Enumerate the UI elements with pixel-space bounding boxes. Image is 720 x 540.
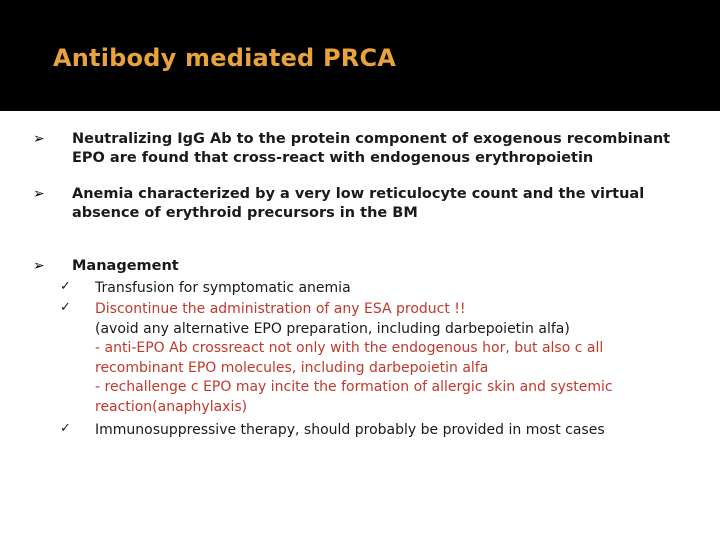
management-item-2-line3: - anti-EPO Ab crossreact not only with the endogenous hor, but also c all recombinant EPO molecules, including darbepoietin alfa bbox=[95, 340, 604, 376]
check-icon: ✓ bbox=[60, 421, 71, 436]
bullet-text-2: Anemia characterized by a very low reticulocyte count and the virtual absence of erythroid precursors in the BM bbox=[72, 186, 645, 221]
arrow-bullet-icon: ➢ bbox=[33, 258, 45, 274]
management-item-2-line4: - rechallenge c EPO may incite the formation of allergic skin and systemic reaction(anaphylaxis) bbox=[95, 379, 613, 415]
management-item-2 bbox=[95, 300, 695, 417]
management-item-2-line1: Discontinue the administration of any ESA product !! bbox=[95, 301, 466, 317]
bullet-text-3: Management bbox=[72, 258, 179, 274]
slide-title: Antibody mediated PRCA bbox=[53, 44, 397, 72]
management-item-1: Transfusion for symptomatic anemia bbox=[95, 280, 351, 296]
bullet-text-1: Neutralizing IgG Ab to the protein component of exogenous recombinant EPO are found that cross-react with endogenous erythropoietin bbox=[72, 131, 671, 166]
check-icon: ✓ bbox=[60, 279, 71, 294]
arrow-bullet-icon: ➢ bbox=[33, 186, 45, 202]
check-icon: ✓ bbox=[60, 300, 71, 315]
management-item-3: Immunosuppressive therapy, should probably be provided in most cases bbox=[95, 422, 605, 438]
arrow-bullet-icon: ➢ bbox=[33, 131, 45, 147]
slide-content bbox=[0, 111, 720, 540]
management-item-2-line2: (avoid any alternative EPO preparation, including darbepoietin alfa) bbox=[95, 320, 570, 337]
